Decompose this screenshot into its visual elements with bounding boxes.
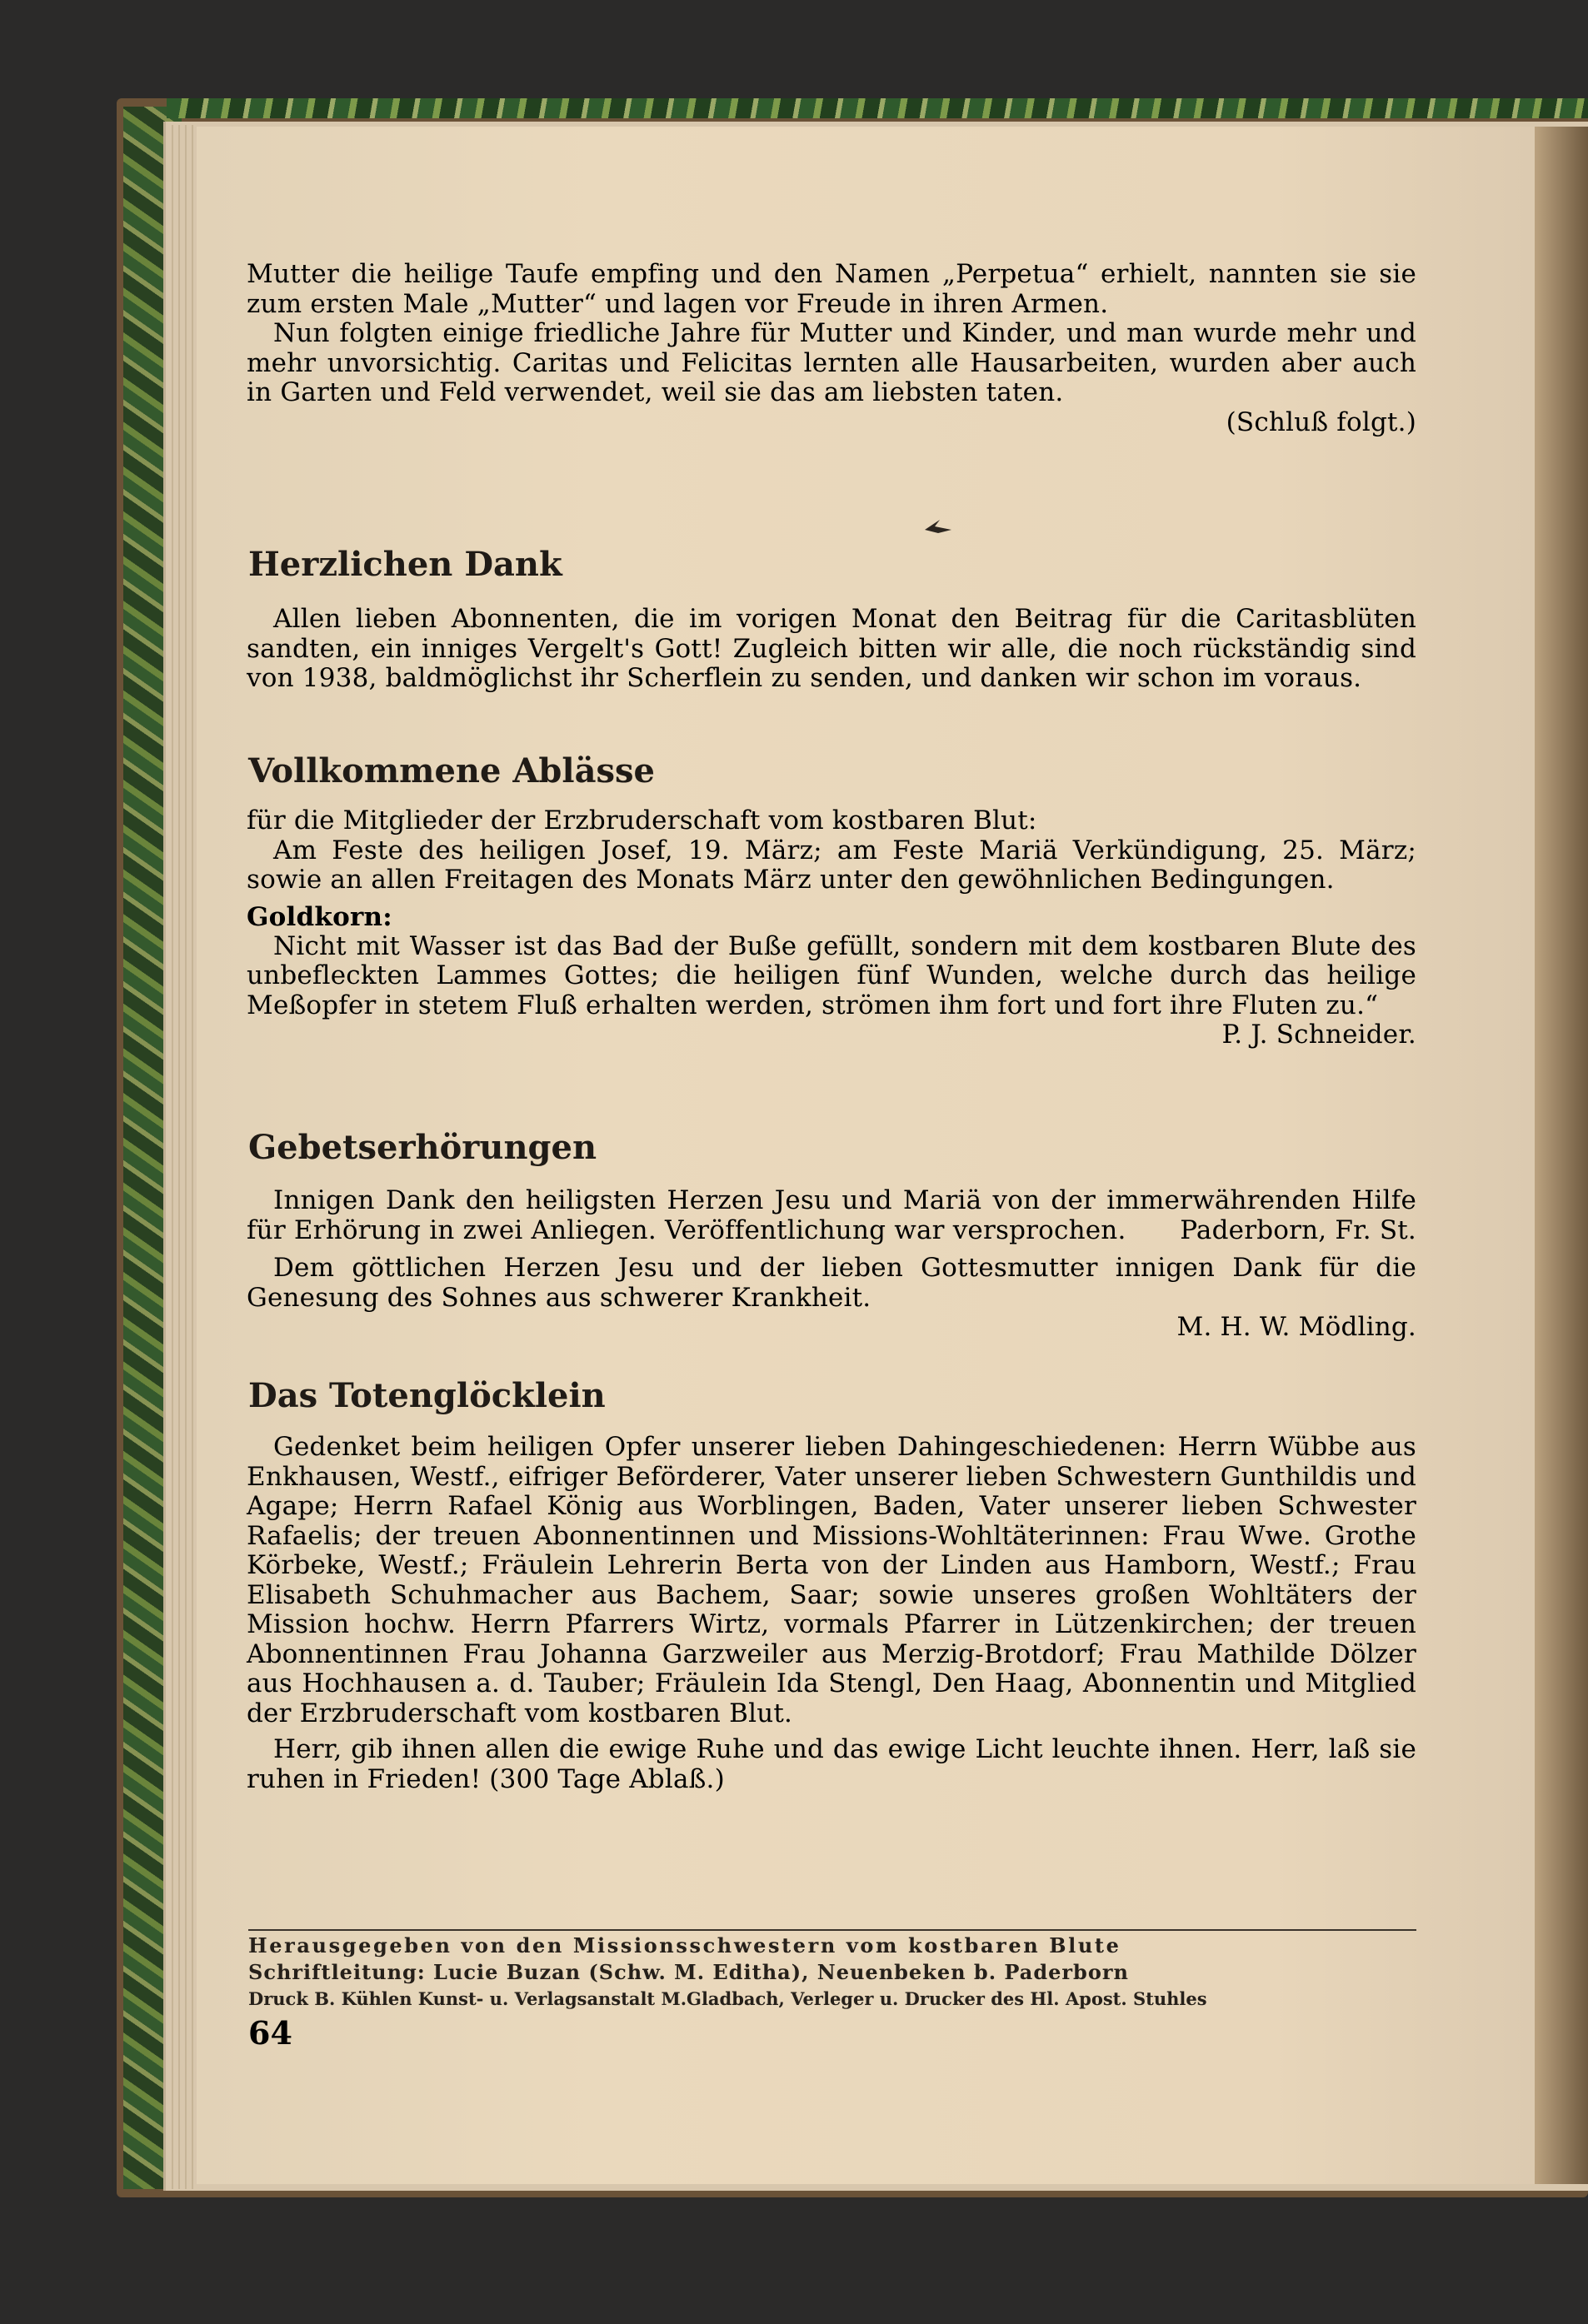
continuation-note: (Schluß folgt.)	[1226, 406, 1416, 437]
footer-publisher: Herausgegeben von den Missionsschwestern vom kostbaren Blute	[248, 1933, 1121, 1957]
paragraph: Nun folgten einige friedliche Jahre für Mutter und Kinder, und man wurde mehr und mehr unvorsichtig. Caritas und Felicitas lernten alle Hausarbeiten, wurden aber auch in Garten und Feld verwendet, weil sie das am liebsten taten.	[247, 318, 1416, 407]
book-gutter	[1535, 127, 1588, 2184]
page-number: 64	[248, 2014, 292, 2052]
gebet-item: Innigen Dank den heiligsten Herzen Jesu und Mariä von der immerwährenden Hilfe für Erhörung in zwei Anliegen. Veröffentlichung war versprochen.	[247, 1185, 1416, 1245]
dank-text	[247, 605, 1416, 694]
footer-printer: Druck B. Kühlen Kunst- u. Verlagsanstalt M.Gladbach, Verleger u. Drucker des Hl. Apost. Stuhles	[248, 1988, 1207, 2009]
marbled-endpaper-top	[167, 98, 1588, 118]
footer-editor: Schriftleitung: Lucie Buzan (Schw. M. Editha), Neuenbeken b. Paderborn	[248, 1960, 1129, 1984]
paragraph	[247, 930, 1416, 1050]
footer-rule	[248, 1929, 1416, 1931]
page-leaf	[192, 125, 193, 2189]
subheading-goldkorn: Goldkorn:	[247, 901, 392, 932]
paragraph: Herr, gib ihnen allen die ewige Ruhe und das ewige Licht leuchte ihnen. Herr, laß sie ruhen in Frieden! (300 Tage Ablaß.)	[247, 1734, 1416, 1794]
paragraph: Gedenket beim heiligen Opfer unserer lieben Dahingeschiedenen: Herrn Wübbe aus Enkhausen, Westf., eifriger Beförderer, Vater unserer lieben Schwestern Gunthildis und Agape; Herrn Rafael König aus Worblingen, Baden, Vater unserer lieben Schwester Rafaelis; der treuen Abonnentinnen und Missions-Wohltäterinnen: Frau Wwe. Grothe Körbeke, Westf.; Fräulein Lehrerin Berta von der Linden aus Hamborn, Westf.; Frau Elisabeth Schuhmacher aus Bachem, Saar; sowie unseres großen Wohltäters der Mission hochw. Herrn Pfarrers Wirtz, vormals Pfarrer in Lützenkirchen; der treuen Abonnentinnen Frau Johanna Garzweiler aus Merzig-Brotdorf; Frau Mathilde Dölzer aus Hochhausen a. d. Tauber; Fräulein Ida Stengl, Den Haag, Abonnentin und Mitglied der Erzbruderschaft vom kostbaren Blut.	[247, 1432, 1416, 1728]
paragraph	[247, 1186, 1416, 1245]
goldkorn-quote: Nicht mit Wasser ist das Bad der Buße gefüllt, sondern mit dem kostbaren Blute des unbefleckten Lammes Gottes; die heiligen fünf Wunden, welche durch das heilige Meßopfer in stetem Fluß erhalten werden, strömen ihm fort und fort ihre Fluten zu.“	[247, 930, 1416, 1020]
gebet-text	[247, 1186, 1416, 1343]
toten-text	[247, 1433, 1416, 1794]
heading-herzlichen-dank: Herzlichen Dank	[248, 545, 562, 584]
heading-gebetserhoerungen: Gebetserhörungen	[248, 1128, 597, 1167]
page-leaf	[178, 125, 180, 2189]
heading-vollkommene-ablaesse: Vollkommene Ablässe	[248, 751, 655, 790]
paragraph: Am Feste des heiligen Josef, 19. März; am Feste Mariä Verkündigung, 25. März; sowie an allen Freitagen des Monats März unter den gewöhnlichen Bedingungen.	[247, 835, 1416, 895]
paragraph: Mutter die heilige Taufe empfing und den Namen „Perpetua“ erhielt, nannten sie sie zum ersten Male „Mutter“ und lagen vor Freude in ihren Armen.	[247, 259, 1416, 319]
ablaesse-text	[247, 806, 1416, 1050]
continuation-text	[247, 260, 1416, 437]
gebet-signature: M. H. W. Mödling.	[1176, 1312, 1416, 1342]
page-leaf	[172, 125, 173, 2189]
page-leaf	[185, 125, 187, 2189]
gebet-signature: Paderborn, Fr. St.	[1180, 1214, 1416, 1245]
ornament-icon	[923, 515, 953, 536]
paragraph: für die Mitglieder der Erzbruderschaft vom kostbaren Blut:	[247, 805, 1037, 835]
paragraph: Allen lieben Abonnenten, die im vorigen Monat den Beitrag für die Caritasblüten sandten, ein inniges Vergelt's Gott! Zugleich bitten wir alle, die noch rückständig sind von 1938, baldmöglichst ihr Scherflein zu senden, und danken wir schon im voraus.	[247, 604, 1416, 693]
paragraph: Dem göttlichen Herzen Jesu und der lieben Gottesmutter innigen Dank für die Genesung des Sohnes aus schwerer Krankheit.	[247, 1253, 1416, 1313]
heading-totengloecklein: Das Totenglöcklein	[248, 1376, 606, 1415]
goldkorn-signature: P. J. Schneider.	[1221, 1020, 1416, 1050]
